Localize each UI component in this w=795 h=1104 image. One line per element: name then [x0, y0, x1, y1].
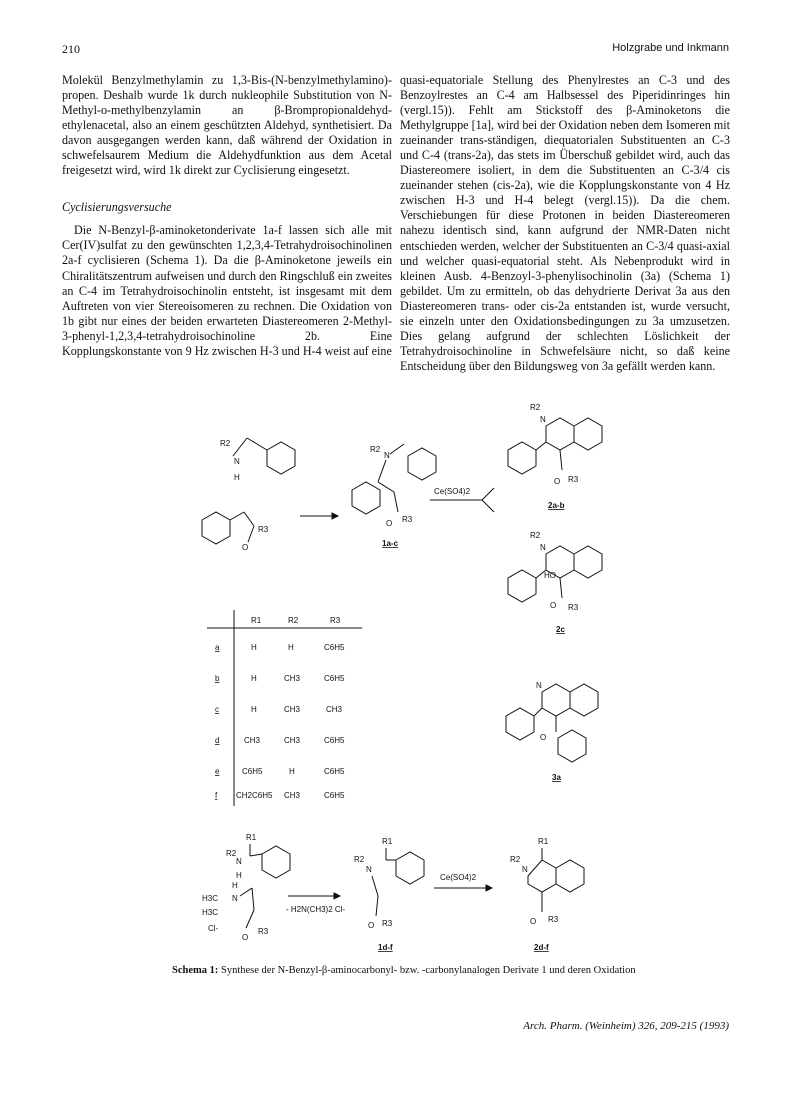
svg-text:H: H: [251, 643, 257, 652]
svg-text:O: O: [368, 921, 375, 930]
table-header: R3: [330, 616, 341, 625]
figure-caption: [172, 965, 636, 976]
svg-text:H3C: H3C: [202, 894, 219, 903]
svg-text:R2: R2: [510, 855, 521, 864]
svg-text:N: N: [522, 865, 528, 874]
caption-label: Schema 1:: [172, 965, 219, 976]
scheme-1-figure: [62, 398, 732, 958]
compound-label-2c: 2c: [556, 625, 565, 634]
arrow-head: [332, 513, 338, 519]
benzylamine-structure: [220, 438, 295, 482]
svg-text:R1: R1: [246, 833, 257, 842]
reagent-label: Ce(SO4)2: [440, 873, 477, 882]
svg-text:C6H5: C6H5: [324, 791, 345, 800]
paragraph: quasi-equatoriale Stellung des Phenylrestes an C-3 und des Benzoylrestes an C-4 am Halbsessel des Piperidinringes hin (vergl.15)). Fehlt am Stickstoff des β-Aminoketons die Methylgruppe [1a], wird bei der Oxidation neben dem Isomeren mit zueinander trans-ständigen, diequatorialen Substituenten an C-3 und C-4 (trans-2a), das stets im Überschuß gebildet wird, auch das Diastereomere isoliert, in dem die Substituenten an C-3/4 cis zueinander stehen (cis-2a), wie die Kopplungskonstante von 4 Hz zwischen H-3 und H-4 belegt (vergl.15)). Da die chem. Verschiebungen für diese Protonen in beiden Diastereomeren nahezu identisch sind, kann aufgrund der NMR-Daten nicht entschieden werden, welcher der Substituenten an C-3/4 quasi-axial und welcher quasi-equatorial steht. Als Nebenprodukt wird in kleinen Ausb. 4-Benzoyl-3-phenylisochinolin (3a) (Schema 1) gebildet. Um zu ermitteln, ob das dehydrierte Derivat 3a aus den Diastereomeren trans- oder cis-2a entstanden ist, wurde versucht, sie einzeln unter den Oxidationsbedingungen zu 3a umzusetzen. Dies gelang aufgrund der schlechten Löslichkeit der Tetrahydroisochinoline in Schwefelsäure nicht, so daß keine Entscheidung über den Bildungsweg von 3a gefällt werden kann.: [400, 73, 730, 373]
svg-text:R3: R3: [258, 525, 269, 534]
svg-text:CH3: CH3: [326, 705, 343, 714]
table-row: c: [215, 705, 219, 714]
svg-text:N: N: [236, 857, 242, 866]
right-column: [400, 73, 730, 374]
svg-text:N: N: [536, 681, 542, 690]
compound-label-1a-c: 1a-c: [382, 539, 399, 548]
svg-text:H: H: [251, 705, 257, 714]
table-row: f: [215, 791, 218, 800]
svg-text:R3: R3: [258, 927, 269, 936]
svg-text:O: O: [386, 519, 393, 528]
paragraph: Molekül Benzylmethylamin zu 1,3-Bis-(N-benzylmethylamino)-propen. Deshalb wurde 1k durch nukleophile Substitution von N-Methyl-o-methylbenzylamin an β-Brompropionaldehyd-ethylenacetal, also an einem geschützten Aldehyd, synthetisiert. Da davon ausgegangen werden kann, daß während der Oxidation in schwefelsaurem Medium die Aldehydfunktion aus dem Acetal freigesetzt wird, wird 1k direkt zur Cyclisierung eingesetzt.: [62, 73, 392, 178]
svg-text:O: O: [530, 917, 537, 926]
svg-text:H: H: [234, 473, 240, 482]
svg-text:R3: R3: [382, 919, 393, 928]
svg-text:N: N: [384, 451, 390, 460]
svg-text:R2: R2: [530, 531, 541, 540]
svg-text:HO: HO: [544, 571, 556, 580]
table-row: e: [215, 767, 220, 776]
svg-text:C6H5: C6H5: [324, 643, 345, 652]
svg-text:CH2C6H5: CH2C6H5: [236, 791, 273, 800]
svg-text:R2: R2: [220, 439, 231, 448]
reagent-label: Ce(SO4)2: [434, 487, 471, 496]
table-row: d: [215, 736, 220, 745]
svg-text:H: H: [251, 674, 257, 683]
svg-text:R3: R3: [568, 603, 579, 612]
compound-label-3a: 3a: [552, 773, 561, 782]
tetrahydroisoquinoline-2a-b: [508, 403, 602, 510]
aminoketone-1a-c: [352, 444, 436, 548]
mannich-base-structure: [202, 881, 269, 942]
table-header: R2: [288, 616, 299, 625]
paragraph: Die N-Benzyl-β-aminoketonderivate 1a-f lassen sich alle mit Cer(IV)sulfat zu den gewünschten 1,2,3,4-Tetrahydroisochinolinen 2a-f cyclisieren (Schema 1). Da die β-Aminoketone jeweils ein Chiralitätszentrum aufweisen und durch den Ringschluß ein zweites an C-4 im Tetrahydroisochinolin entsteht, ist insgesamt mit dem Auftreten von vier Stereoisomeren zu rechnen. Die Oxidation von 1b gibt nur eines der beiden erwarteten Diastereomeren 2-Methyl-3-phenyl-1,2,3,4-tetrahydroisochinoline 2b. Eine Kopplungskonstante von 9 Hz zwischen H-3 und H-4 weist auf eine: [62, 223, 392, 358]
svg-text:R2: R2: [354, 855, 365, 864]
svg-text:O: O: [242, 543, 249, 552]
svg-text:C6H5: C6H5: [324, 736, 345, 745]
enone-structure: [202, 512, 269, 552]
tetrahydroisoquinoline-2d-f: [510, 837, 584, 952]
running-header-authors: Holzgrabe und Inkmann: [612, 42, 729, 54]
svg-text:O: O: [242, 933, 249, 942]
caption-text: Synthese der N-Benzyl-β-aminocarbonyl- bzw. -carbonylanalogen Derivate 1 und deren Oxidation: [221, 965, 636, 976]
svg-text:CH3: CH3: [244, 736, 261, 745]
svg-text:C6H5: C6H5: [242, 767, 263, 776]
svg-text:R3: R3: [568, 475, 579, 484]
substituent-table: [207, 610, 362, 806]
svg-text:R1: R1: [538, 837, 549, 846]
table-header: R1: [251, 616, 262, 625]
table-row: a: [215, 643, 220, 652]
svg-text:R2: R2: [226, 849, 237, 858]
svg-text:N: N: [366, 865, 372, 874]
page-number: 210: [62, 42, 80, 56]
svg-text:R2: R2: [370, 445, 381, 454]
svg-text:C6H5: C6H5: [324, 674, 345, 683]
svg-text:H: H: [289, 767, 295, 776]
svg-text:N: N: [540, 543, 546, 552]
svg-text:CH3: CH3: [284, 705, 301, 714]
compound-label-2a-b: 2a-b: [548, 501, 565, 510]
table-row: b: [215, 674, 220, 683]
svg-text:N: N: [234, 457, 240, 466]
section-heading: Cyclisierungsversuche: [62, 200, 172, 215]
svg-text:CH3: CH3: [284, 791, 301, 800]
journal-citation: Arch. Pharm. (Weinheim) 326, 209-215 (1993): [523, 1020, 729, 1032]
svg-text:C6H5: C6H5: [324, 767, 345, 776]
svg-text:CH3: CH3: [284, 736, 301, 745]
hydroxy-tetrahydroisoquinoline-2c: [508, 531, 602, 634]
svg-text:CH3: CH3: [284, 674, 301, 683]
byproduct-label: - H2N(CH3)2 Cl-: [286, 905, 346, 914]
isoquinoline-3a: [506, 681, 598, 782]
compound-label-2d-f: 2d-f: [534, 943, 549, 952]
svg-text:H: H: [232, 881, 238, 890]
benzylamine-r1-structure: [226, 833, 290, 880]
compound-label-1d-f: 1d-f: [378, 943, 393, 952]
aminoketone-1d-f: [354, 837, 424, 952]
svg-text:R3: R3: [402, 515, 413, 524]
left-column: [62, 73, 392, 359]
svg-text:N: N: [232, 894, 238, 903]
svg-text:O: O: [554, 477, 561, 486]
svg-text:H3C: H3C: [202, 908, 219, 917]
svg-text:H: H: [236, 871, 242, 880]
svg-text:H: H: [288, 643, 294, 652]
svg-text:N: N: [540, 415, 546, 424]
svg-text:R1: R1: [382, 837, 393, 846]
svg-text:O: O: [540, 733, 547, 742]
svg-text:O: O: [550, 601, 557, 610]
svg-text:Cl-: Cl-: [208, 924, 219, 933]
svg-text:R2: R2: [530, 403, 541, 412]
svg-text:R3: R3: [548, 915, 559, 924]
